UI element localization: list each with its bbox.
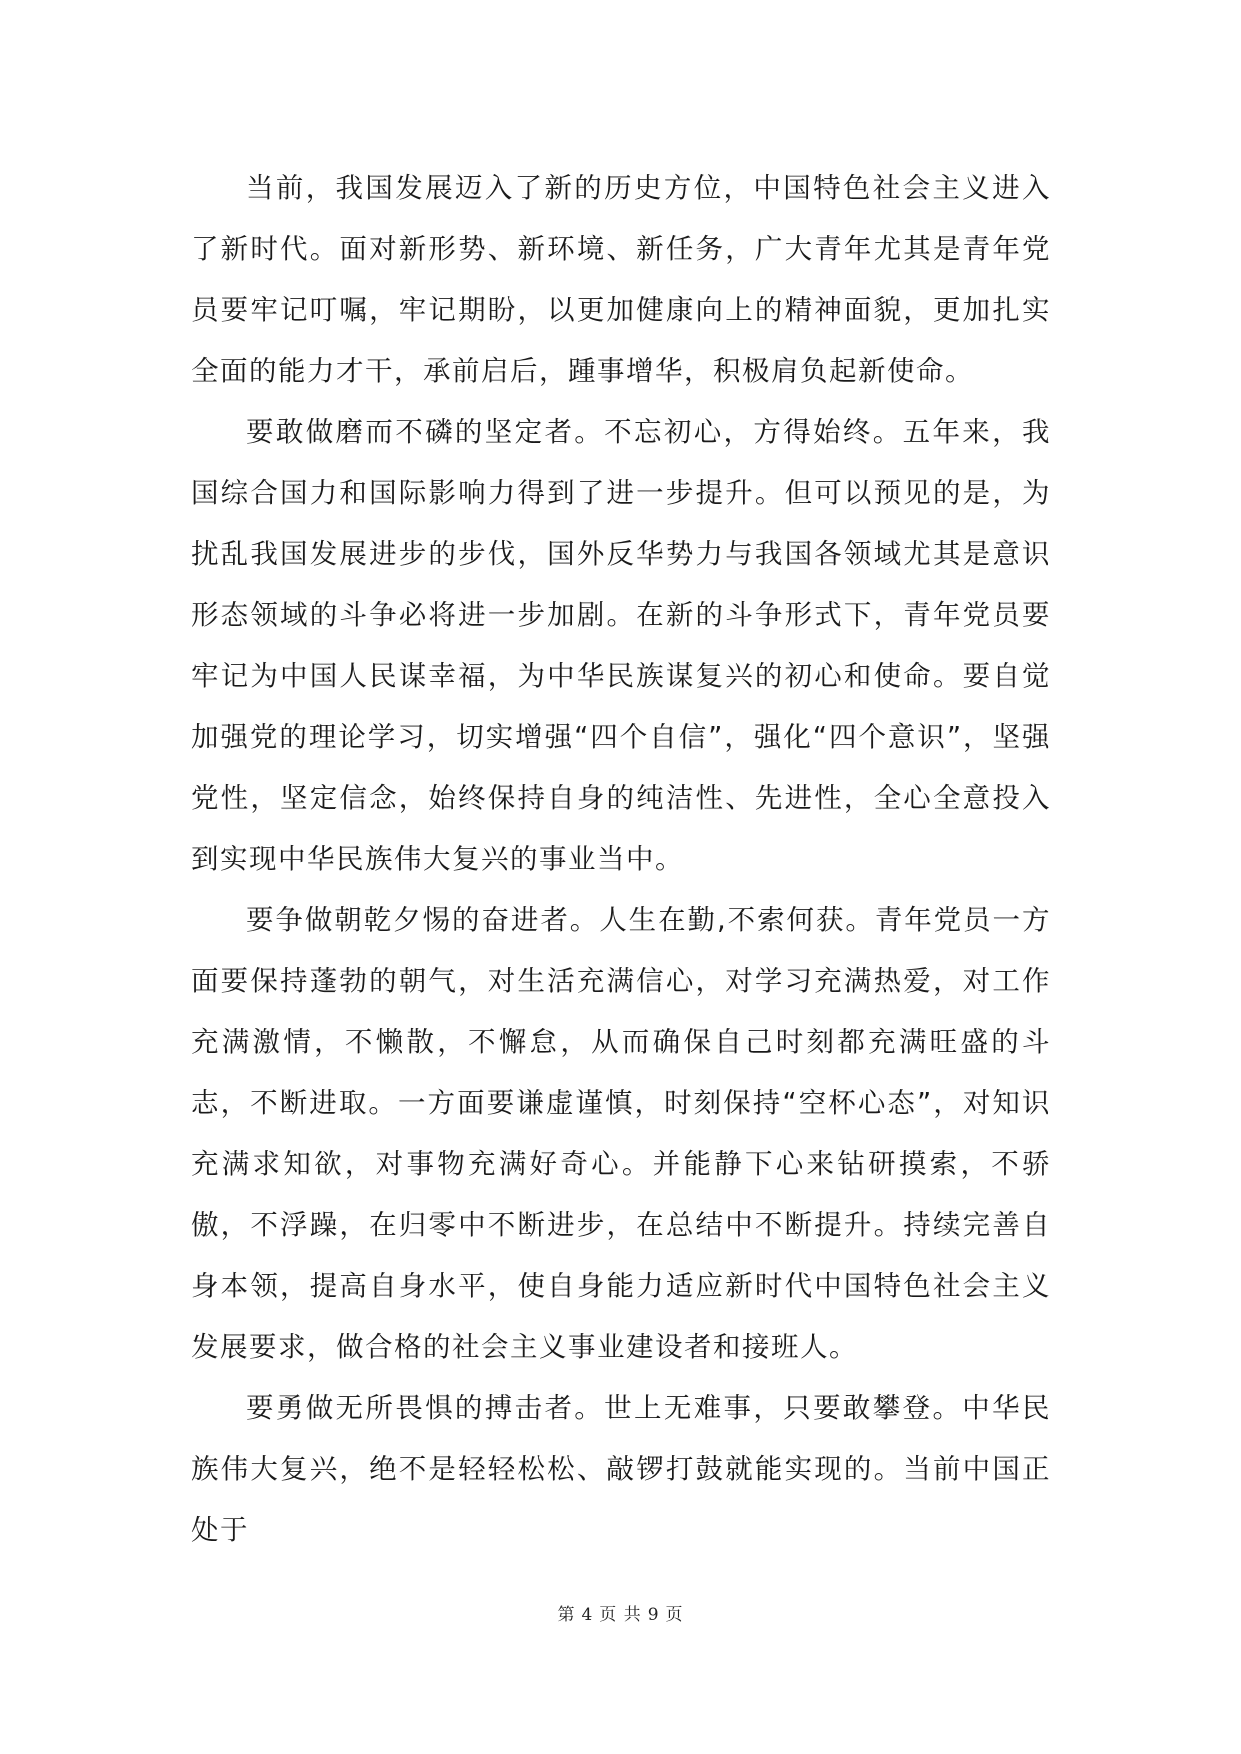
current-page-number: 4 [581, 1605, 594, 1625]
paragraph-steadfast: 要敢做磨而不磷的坚定者。不忘初心，方得始终。五年来，我国综合国力和国际影响力得到了进一步提升。但可以预见的是，为扰乱我国发展进步的步伐，国外反华势力与我国各领域尤其是意识形态领域的斗争必将进一步加剧。在新的斗争形式下，青年党员要牢记为中国人民谋幸福，为中华民族谋复兴的初心和使命。要自觉加强党的理论学习，切实增强“四个自信”，强化“四个意识”，坚强党性，坚定信念，始终保持自身的纯洁性、先进性，全心全意投入到实现中华民族伟大复兴的事业当中。 [191, 416, 1051, 875]
document-body [191, 158, 1051, 1561]
paragraph-fearless: 要勇做无所畏惧的搏击者。世上无难事，只要敢攀登。中华民族伟大复兴，绝不是轻轻松松、敲锣打鼓就能实现的。当前中国正处于 [191, 1392, 1051, 1546]
page-footer [0, 1600, 1241, 1625]
total-pages-number: 9 [647, 1605, 660, 1625]
paragraph-intro: 当前，我国发展迈入了新的历史方位，中国特色社会主义进入了新时代。面对新形势、新环境、新任务，广大青年尤其是青年党员要牢记叮嘱，牢记期盼，以更加健康向上的精神面貌，更加扎实全面的能力才干，承前启后，踵事增华，积极肩负起新使命。 [191, 172, 1051, 387]
page-label-suffix: 页 [665, 1605, 684, 1625]
page-label-mid: 页 共 [599, 1605, 642, 1625]
paragraph-diligent: 要争做朝乾夕惕的奋进者。人生在勤,不索何获。青年党员一方面要保持蓬勃的朝气，对生活充满信心，对学习充满热爱，对工作充满激情，不懒散，不懈怠，从而确保自己时刻都充满旺盛的斗志，不断进取。一方面要谦虚谨慎，时刻保持“空杯心态”，对知识充满求知欲，对事物充满好奇心。并能静下心来钻研摸索，不骄傲，不浮躁，在归零中不断进步，在总结中不断提升。持续完善自身本领，提高自身水平，使自身能力适应新时代中国特色社会主义发展要求，做合格的社会主义事业建设者和接班人。 [191, 904, 1051, 1363]
page-label-prefix: 第 [557, 1605, 576, 1625]
